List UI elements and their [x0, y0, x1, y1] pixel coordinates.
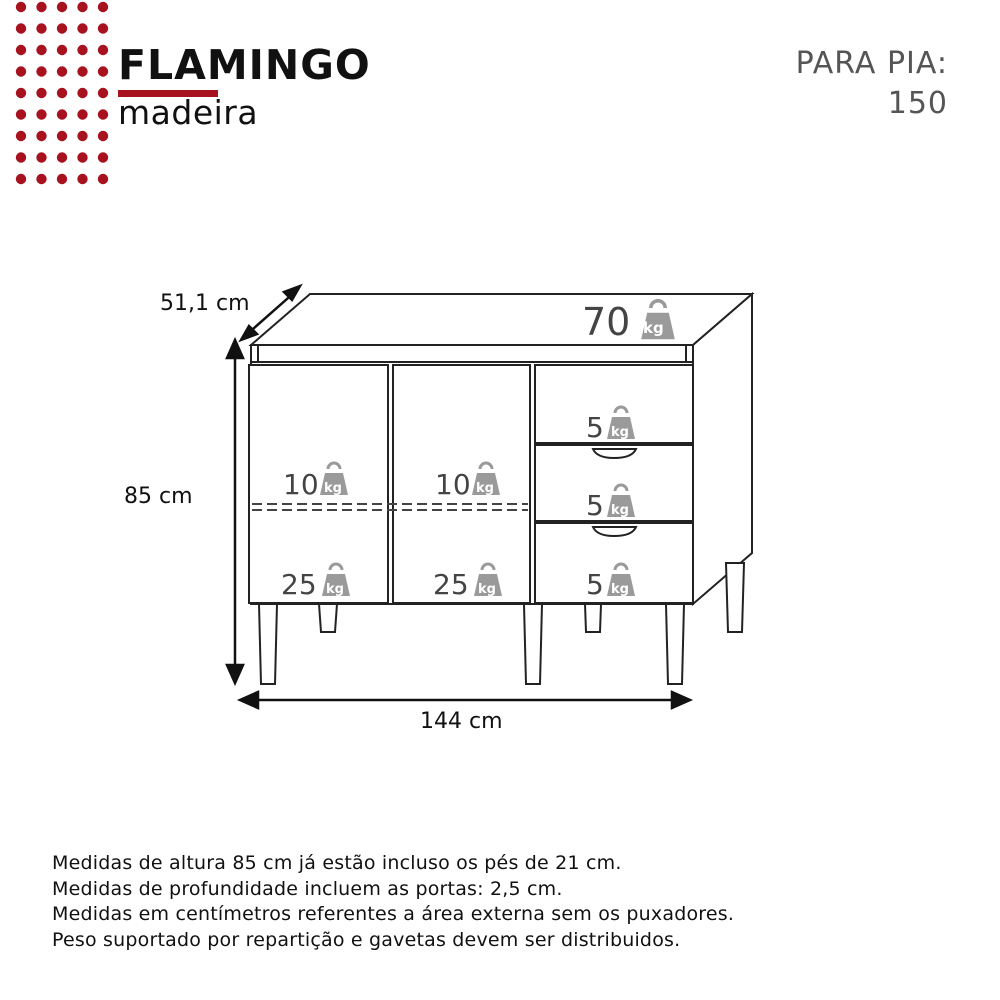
- height-label: 85 cm: [124, 484, 193, 509]
- width-label: 144 cm: [420, 709, 503, 734]
- note-line: Medidas em centímetros referentes a área externa sem os puxadores.: [52, 903, 735, 925]
- load-door-right-bottom-value: 25: [433, 568, 469, 601]
- cabinet-top: [251, 294, 752, 345]
- load-door-left-shelf-unit: kg: [324, 481, 342, 496]
- load-door-left-bottom-value: 25: [281, 568, 317, 601]
- load-door-left-bottom-unit: kg: [326, 582, 344, 597]
- leg-front-right: [666, 604, 684, 684]
- leg-front-left: [259, 604, 277, 684]
- load-top-value: 70: [582, 300, 631, 344]
- leg-front-mid: [524, 604, 542, 684]
- load-drawer-1-unit: kg: [611, 425, 629, 440]
- depth-label: 51,1 cm: [160, 291, 250, 316]
- product-label-line1: PARA PIA:: [795, 46, 948, 81]
- height-dimension-arrow: [227, 340, 243, 683]
- load-drawer-3-value: 5: [586, 568, 604, 601]
- load-top-unit: kg: [643, 319, 664, 337]
- leg-back-right: [726, 563, 744, 632]
- notes: [52, 851, 734, 953]
- load-drawer-2-value: 5: [586, 489, 604, 522]
- note-line: Medidas de altura 85 cm já estão incluso os pés de 21 cm.: [52, 852, 622, 874]
- brand-name: FLAMINGO: [118, 41, 371, 89]
- load-door-right-bottom-unit: kg: [478, 582, 496, 597]
- note-line: Peso suportado por repartição e gavetas devem ser distribuidos.: [52, 928, 681, 951]
- width-dimension-arrow: [240, 692, 690, 708]
- load-drawer-1-value: 5: [586, 411, 604, 444]
- load-drawer-3-unit: kg: [611, 582, 629, 597]
- leg-back-left: [319, 604, 337, 632]
- load-door-left-shelf-value: 10: [283, 468, 319, 501]
- product-label-line2: 150: [887, 86, 948, 121]
- load-door-right-shelf-unit: kg: [476, 481, 494, 496]
- load-drawer-2-unit: kg: [611, 503, 629, 518]
- note-line: Medidas de profundidade incluem as portas: 2,5 cm.: [52, 877, 563, 900]
- leg-back-mid: [585, 604, 601, 632]
- load-door-right-shelf-value: 10: [435, 468, 471, 501]
- brand-subtitle: madeira: [118, 93, 259, 132]
- cabinet-side-panel: [693, 294, 752, 604]
